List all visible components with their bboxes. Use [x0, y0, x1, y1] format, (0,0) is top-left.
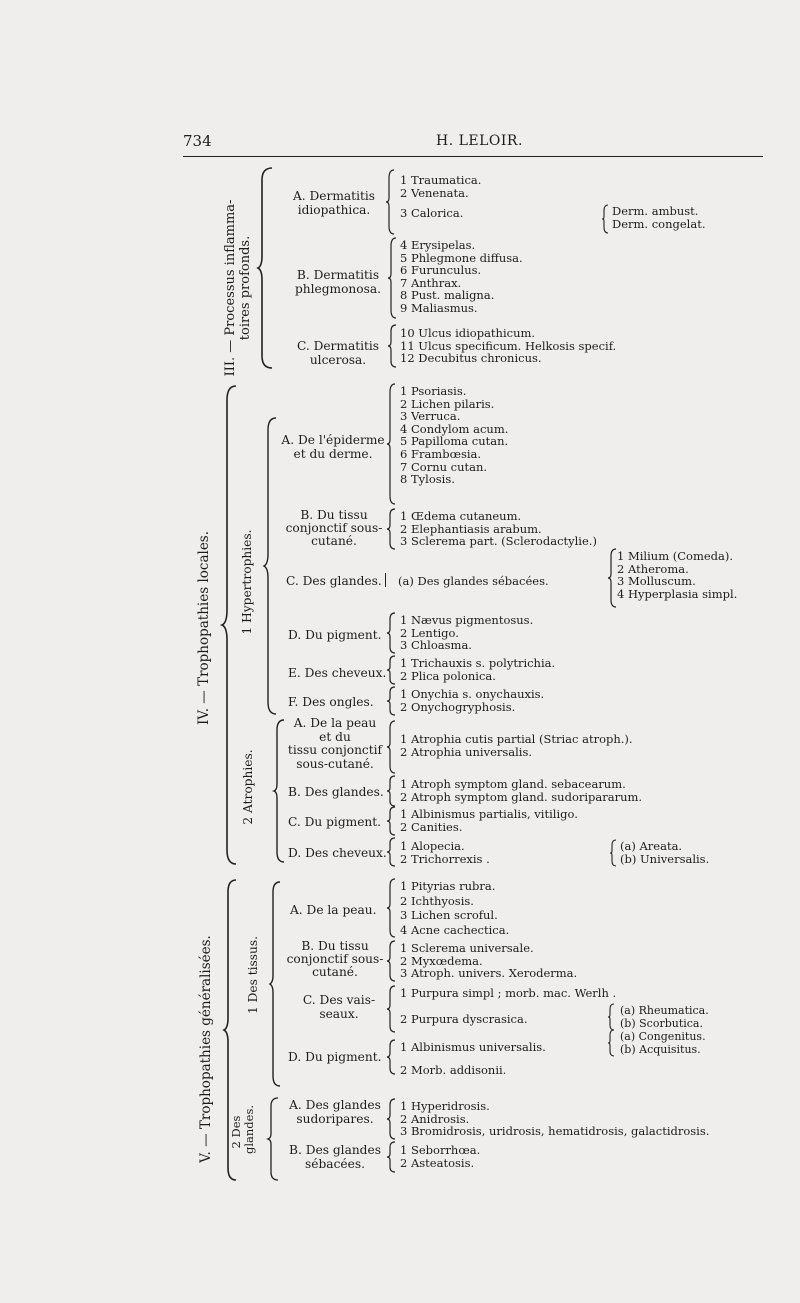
iv-hypertrophies-label: 1 Hypertrophies.: [240, 529, 254, 635]
list-item: 7 Cornu cutan.: [400, 459, 488, 474]
group-iv2-c-brace: [387, 807, 397, 835]
group-iv-e-items: [400, 657, 555, 682]
section-iv-label: IV. — Trophopathies locales.: [196, 530, 212, 726]
list-item: 1 Seborrhœa.: [400, 1143, 481, 1157]
group-iv2-b-brace: [387, 776, 397, 806]
list-item: 1 Atroph symptom gland. sebacearum.: [400, 777, 626, 791]
group-v-b-items: [400, 942, 577, 980]
list-item: 2 Elephantiasis arabum.: [400, 521, 542, 536]
list-item: (b) Universalis.: [620, 851, 710, 866]
albinismus-subitems: [620, 1031, 706, 1056]
group-iii-c-brace: [388, 325, 398, 367]
list-item: 3 Molluscum.: [617, 574, 696, 589]
list-item: 1 Albinismus partialis, vitiligo.: [400, 807, 578, 821]
list-item: 1 Hyperidrosis.: [400, 1099, 490, 1113]
group-iii-b-label: B. Dermatitis phlegmonosa.: [294, 268, 382, 296]
list-item: 2 Venenata.: [400, 185, 469, 200]
list-item: 10 Ulcus idiopathicum.: [400, 326, 536, 340]
group-v-d-brace: [387, 1040, 397, 1074]
list-item: 2 Lentigo.: [400, 625, 459, 640]
list-item: 1 Sclerema universale.: [400, 941, 534, 955]
purpura-subitems: [620, 1005, 709, 1030]
trichorrexis-subitems: [620, 840, 709, 865]
group-iv-a-brace: [387, 384, 397, 504]
group-iv2-d-brace: [387, 838, 397, 866]
list-item: 3 Chloasma.: [400, 638, 472, 653]
group-v2-b-label: B. Des glandes sébacées.: [289, 1143, 381, 1171]
list-item: 3 Atroph. univers. Xeroderma.: [400, 966, 578, 981]
group-iv2-a-brace: [387, 721, 397, 773]
list-item: 4 Hyperplasia simpl.: [617, 586, 738, 601]
list-item: 6 Frambœsia.: [400, 446, 482, 461]
group-iv2-d-label: D. Des cheveux.: [288, 846, 387, 860]
v-tissus-brace: [270, 882, 282, 1086]
list-item: Derm. congelat.: [612, 216, 706, 231]
group-iv2-c-label: C. Du pigment.: [288, 815, 382, 829]
list-item: 4 Condylom acum.: [400, 421, 509, 436]
group-iii-a-label: A. Dermatitis idiopathica.: [292, 189, 376, 217]
group-iii-b-items: [400, 239, 523, 315]
section-iv-brace: [222, 386, 238, 864]
group-iv2-a-items: [400, 733, 633, 758]
list-item: (a) Areata.: [620, 839, 683, 853]
list-item: 2 Trichorrexis .: [400, 851, 490, 866]
v-glandes-label: 2 Des glandes.: [229, 1104, 256, 1154]
group-v-a-brace: [387, 879, 397, 937]
list-item: 3 Calorica.: [400, 206, 464, 221]
list-item: 1 Atrophia cutis partial (Striac atroph.).: [400, 732, 633, 746]
list-item: 5 Phlegmone diffusa.: [400, 250, 523, 265]
group-v2-b-brace: [387, 1142, 397, 1172]
list-item: 4 Acne cachectica.: [400, 922, 510, 937]
list-item: 2 Ichthyosis.: [400, 893, 474, 908]
list-item: 1 Traumatica.: [400, 173, 482, 187]
group-v-a-label: A. De la peau.: [290, 903, 377, 917]
list-item: 2 Lichen pilaris.: [400, 396, 495, 411]
group-v-b-brace: [387, 941, 397, 981]
group-iii-b-brace: [388, 238, 398, 318]
list-item: 1 Onychia s. onychauxis.: [400, 687, 545, 701]
list-item: 3 Verruca.: [400, 409, 461, 424]
list-item: 3 Sclerema part. (Sclerodactylie.): [400, 534, 597, 549]
section-iii-label: III. — Processus inflamma- toires profonds.: [223, 199, 253, 377]
list-item: 1 Trichauxis s. polytrichia.: [400, 656, 556, 670]
group-iv-f-brace: [387, 687, 397, 715]
group-v2-a-items: [400, 1100, 709, 1138]
group-iv-b-label: B. Du tissu conjonctif sous- cutané.: [285, 508, 383, 548]
group-v2-b-items: [400, 1144, 480, 1169]
group-iv-f-items: [400, 688, 544, 713]
group-iv-d-label: D. Du pigment.: [288, 628, 382, 642]
list-item: 6 Furunculus.: [400, 263, 482, 278]
group-iii-c-items: [400, 327, 616, 365]
list-item: 1 Milium (Comeda).: [617, 549, 734, 563]
list-item: 8 Pust. maligna.: [400, 288, 495, 303]
group-iv2-c-items: [400, 808, 578, 833]
group-iv-b-items: [400, 510, 597, 548]
calorica-brace: [602, 205, 610, 233]
group-v-c-brace: [387, 986, 397, 1032]
group-iv-d-items: [400, 614, 533, 652]
running-head: H. LELOIR.: [436, 133, 523, 149]
group-iv-a-items: [400, 385, 508, 486]
list-item: (b) Scorbutica.: [620, 1016, 703, 1030]
header-rule: [183, 156, 763, 157]
group-iv-e-brace: [387, 656, 397, 684]
group-iv2-b-items: [400, 778, 642, 803]
section-v-label: V. — Trophopathies généralisées.: [198, 935, 214, 1163]
group-v2-a-brace: [387, 1099, 397, 1139]
list-item: (a) Rheumatica.: [620, 1004, 709, 1017]
group-v-d-label: D. Du pigment.: [288, 1050, 382, 1064]
group-iv-c-bar: [385, 573, 386, 587]
group-iv-b-brace: [387, 509, 397, 549]
group-v-c-label: C. Des vais- seaux.: [302, 993, 376, 1021]
list-item: 1 Nævus pigmentosus.: [400, 613, 534, 627]
list-item: 2 Atroph symptom gland. sudoripararum.: [400, 789, 643, 804]
list-item: 9 Maliasmus.: [400, 300, 478, 315]
list-item: 2 Anidrosis.: [400, 1111, 470, 1126]
list-item: 5 Papilloma cutan.: [400, 434, 509, 449]
list-item: 2 Atrophia universalis.: [400, 744, 533, 759]
list-item: 2 Asteatosis.: [400, 1155, 475, 1170]
list-item: Derm. ambust.: [612, 204, 699, 218]
list-item: (a) Congenitus.: [620, 1030, 706, 1043]
list-item: 3 Lichen scroful.: [400, 908, 498, 923]
list-item: 1 Œdema cutaneum.: [400, 509, 522, 523]
group-v-b-label: B. Du tissu conjonctif sous- cutané.: [286, 939, 384, 979]
list-item: 7 Anthrax.: [400, 275, 462, 290]
group-iv-d-brace: [387, 613, 397, 653]
list-item: 1 Psoriasis.: [400, 384, 467, 398]
group-iv-a-label: A. De l'épiderme et du derme.: [281, 433, 385, 461]
group-v-d-item-2: 2 Morb. addisonii.: [400, 1063, 507, 1077]
iv-atrophies-label: 2 Atrophies.: [241, 749, 255, 825]
list-item: 2 Onychogryphosis.: [400, 699, 516, 714]
group-v-c-item-2: 2 Purpura dyscrasica.: [400, 1012, 528, 1026]
v-tissus-label: 1 Des tissus.: [246, 935, 260, 1015]
list-item: 2 Canities.: [400, 819, 463, 834]
group-iv2-b-label: B. Des glandes.: [288, 785, 384, 799]
list-item: 2 Plica polonica.: [400, 668, 496, 683]
group-iv2-d-items: [400, 840, 490, 865]
group-iv2-a-label: A. De la peau et du tissu conjonctif sous-cutané.: [287, 716, 383, 771]
list-item: (b) Acquisitus.: [620, 1042, 701, 1056]
v-glandes-brace: [268, 1098, 280, 1180]
group-iv-c-subitems: [617, 550, 737, 600]
albinismus-brace: [608, 1030, 616, 1056]
purpura-brace: [608, 1004, 616, 1030]
group-iii-c-label: C. Dermatitis ulcerosa.: [296, 339, 380, 367]
list-item: 4 Erysipelas.: [400, 238, 476, 252]
list-item: 12 Decubitus chronicus.: [400, 351, 542, 366]
page-number: 734: [183, 132, 212, 150]
list-item: 1 Pityrias rubra.: [400, 879, 496, 893]
trichorrexis-brace: [610, 840, 618, 866]
list-item: 3 Bromidrosis, uridrosis, hematidrosis, galactidrosis.: [400, 1124, 710, 1139]
group-iv-c-label: C. Des glandes.: [286, 574, 382, 588]
group-iv-e-label: E. Des cheveux.: [288, 666, 387, 680]
section-iii-brace: [258, 168, 278, 368]
group-iv-c-item: (a) Des glandes sébacées.: [398, 574, 549, 588]
group-v-c-item-1: 1 Purpura simpl ; morb. mac. Werlh .: [400, 986, 617, 1000]
iv-hypertrophies-brace: [264, 418, 278, 714]
list-item: 11 Ulcus specificum. Helkosis specif.: [400, 338, 617, 353]
list-item: 8 Tylosis.: [400, 472, 455, 487]
group-v-a-items: [400, 880, 509, 936]
group-iii-a-brace: [386, 170, 396, 234]
calorica-subitems: [612, 205, 706, 230]
list-item: 2 Atheroma.: [617, 561, 689, 576]
group-iii-a-items: [400, 174, 481, 220]
group-iv-f-label: F. Des ongles.: [288, 695, 374, 709]
group-v2-a-label: A. Des glandes sudoripares.: [289, 1098, 381, 1126]
list-item: 2 Myxœdema.: [400, 953, 483, 968]
group-v-d-item-1: 1 Albinismus universalis.: [400, 1040, 546, 1054]
list-item: 1 Alopecia.: [400, 839, 465, 853]
